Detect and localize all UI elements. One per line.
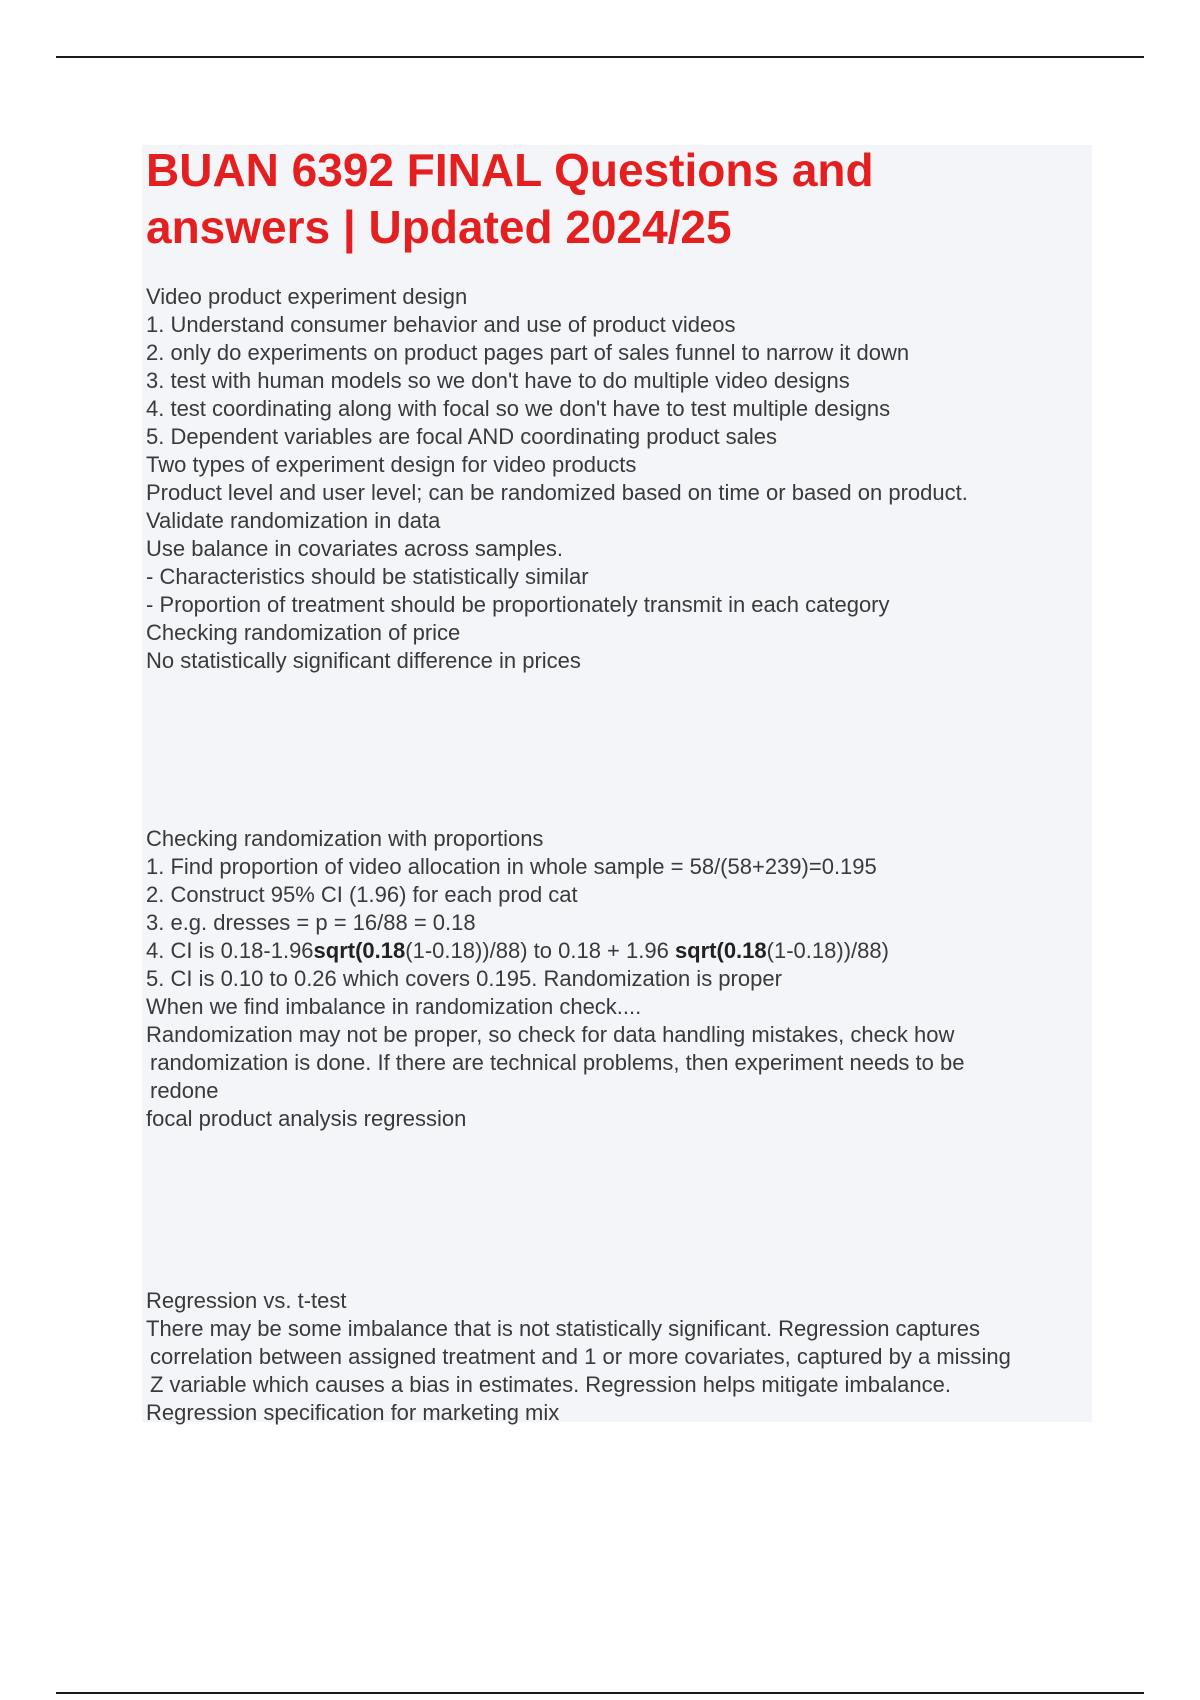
text-line: Product level and user level; can be randomized based on time or based on product. <box>146 480 968 505</box>
text-line: - Characteristics should be statistically similar <box>146 564 589 589</box>
text-line: When we find imbalance in randomization check.... <box>146 994 642 1019</box>
section-randomization-proportions <box>146 825 1096 1133</box>
ci-bold-term: sqrt(0.18 <box>313 938 406 963</box>
header-rule <box>56 56 1144 58</box>
text-line: Use balance in covariates across samples. <box>146 536 563 561</box>
ci-formula-line <box>146 937 1096 965</box>
ci-text: (1-0.18))/88) <box>766 938 889 963</box>
text-line: redone <box>150 1078 219 1103</box>
text-line: 1. Find proportion of video allocation in whole sample = 58/(58+239)=0.195 <box>146 854 877 879</box>
text-line: Regression specification for marketing mix <box>146 1400 560 1425</box>
document-title: BUAN 6392 FINAL Questions and answers | Updated 2024/25 <box>146 144 874 253</box>
text-line: 1. Understand consumer behavior and use of product videos <box>146 312 736 337</box>
ci-text: 4. CI is 0.18-1.96 <box>146 938 314 963</box>
section-regression <box>146 1287 1096 1427</box>
text-line: Video product experiment design <box>146 284 468 309</box>
text-line: Validate randomization in data <box>146 508 441 533</box>
ci-text: (1-0.18))/88) to 0.18 + 1.96 <box>405 938 675 963</box>
text-line: 5. CI is 0.10 to 0.26 which covers 0.195. Randomization is proper <box>146 966 782 991</box>
text-line: focal product analysis regression <box>146 1106 467 1131</box>
text-line: 5. Dependent variables are focal AND coordinating product sales <box>146 424 778 449</box>
ci-bold-term: sqrt(0.18 <box>674 938 767 963</box>
text-line: Checking randomization with proportions <box>146 826 544 851</box>
text-line: There may be some imbalance that is not statistically significant. Regression captures <box>146 1316 980 1341</box>
text-line: 3. test with human models so we don't have to do multiple video designs <box>146 368 850 393</box>
text-line: Randomization may not be proper, so check for data handling mistakes, check how <box>146 1022 955 1047</box>
text-line: Z variable which causes a bias in estimates. Regression helps mitigate imbalance. <box>150 1372 951 1397</box>
text-line: correlation between assigned treatment and 1 or more covariates, captured by a missing <box>150 1344 1011 1369</box>
text-line: Checking randomization of price <box>146 620 461 645</box>
text-line: Two types of experiment design for video products <box>146 452 637 477</box>
text-line: - Proportion of treatment should be proportionately transmit in each category <box>146 592 890 617</box>
text-line: 3. e.g. dresses = p = 16/88 = 0.18 <box>146 910 476 935</box>
text-line: 2. only do experiments on product pages part of sales funnel to narrow it down <box>146 340 910 365</box>
text-line: No statistically significant difference in prices <box>146 648 581 673</box>
footer-rule <box>56 1692 1144 1694</box>
text-line: 2. Construct 95% CI (1.96) for each prod cat <box>146 882 578 907</box>
text-line: 4. test coordinating along with focal so we don't have to test multiple designs <box>146 396 891 421</box>
text-line: randomization is done. If there are technical problems, then experiment needs to be <box>150 1050 965 1075</box>
text-line: Regression vs. t-test <box>146 1288 347 1313</box>
section-video-experiment <box>146 283 1096 675</box>
